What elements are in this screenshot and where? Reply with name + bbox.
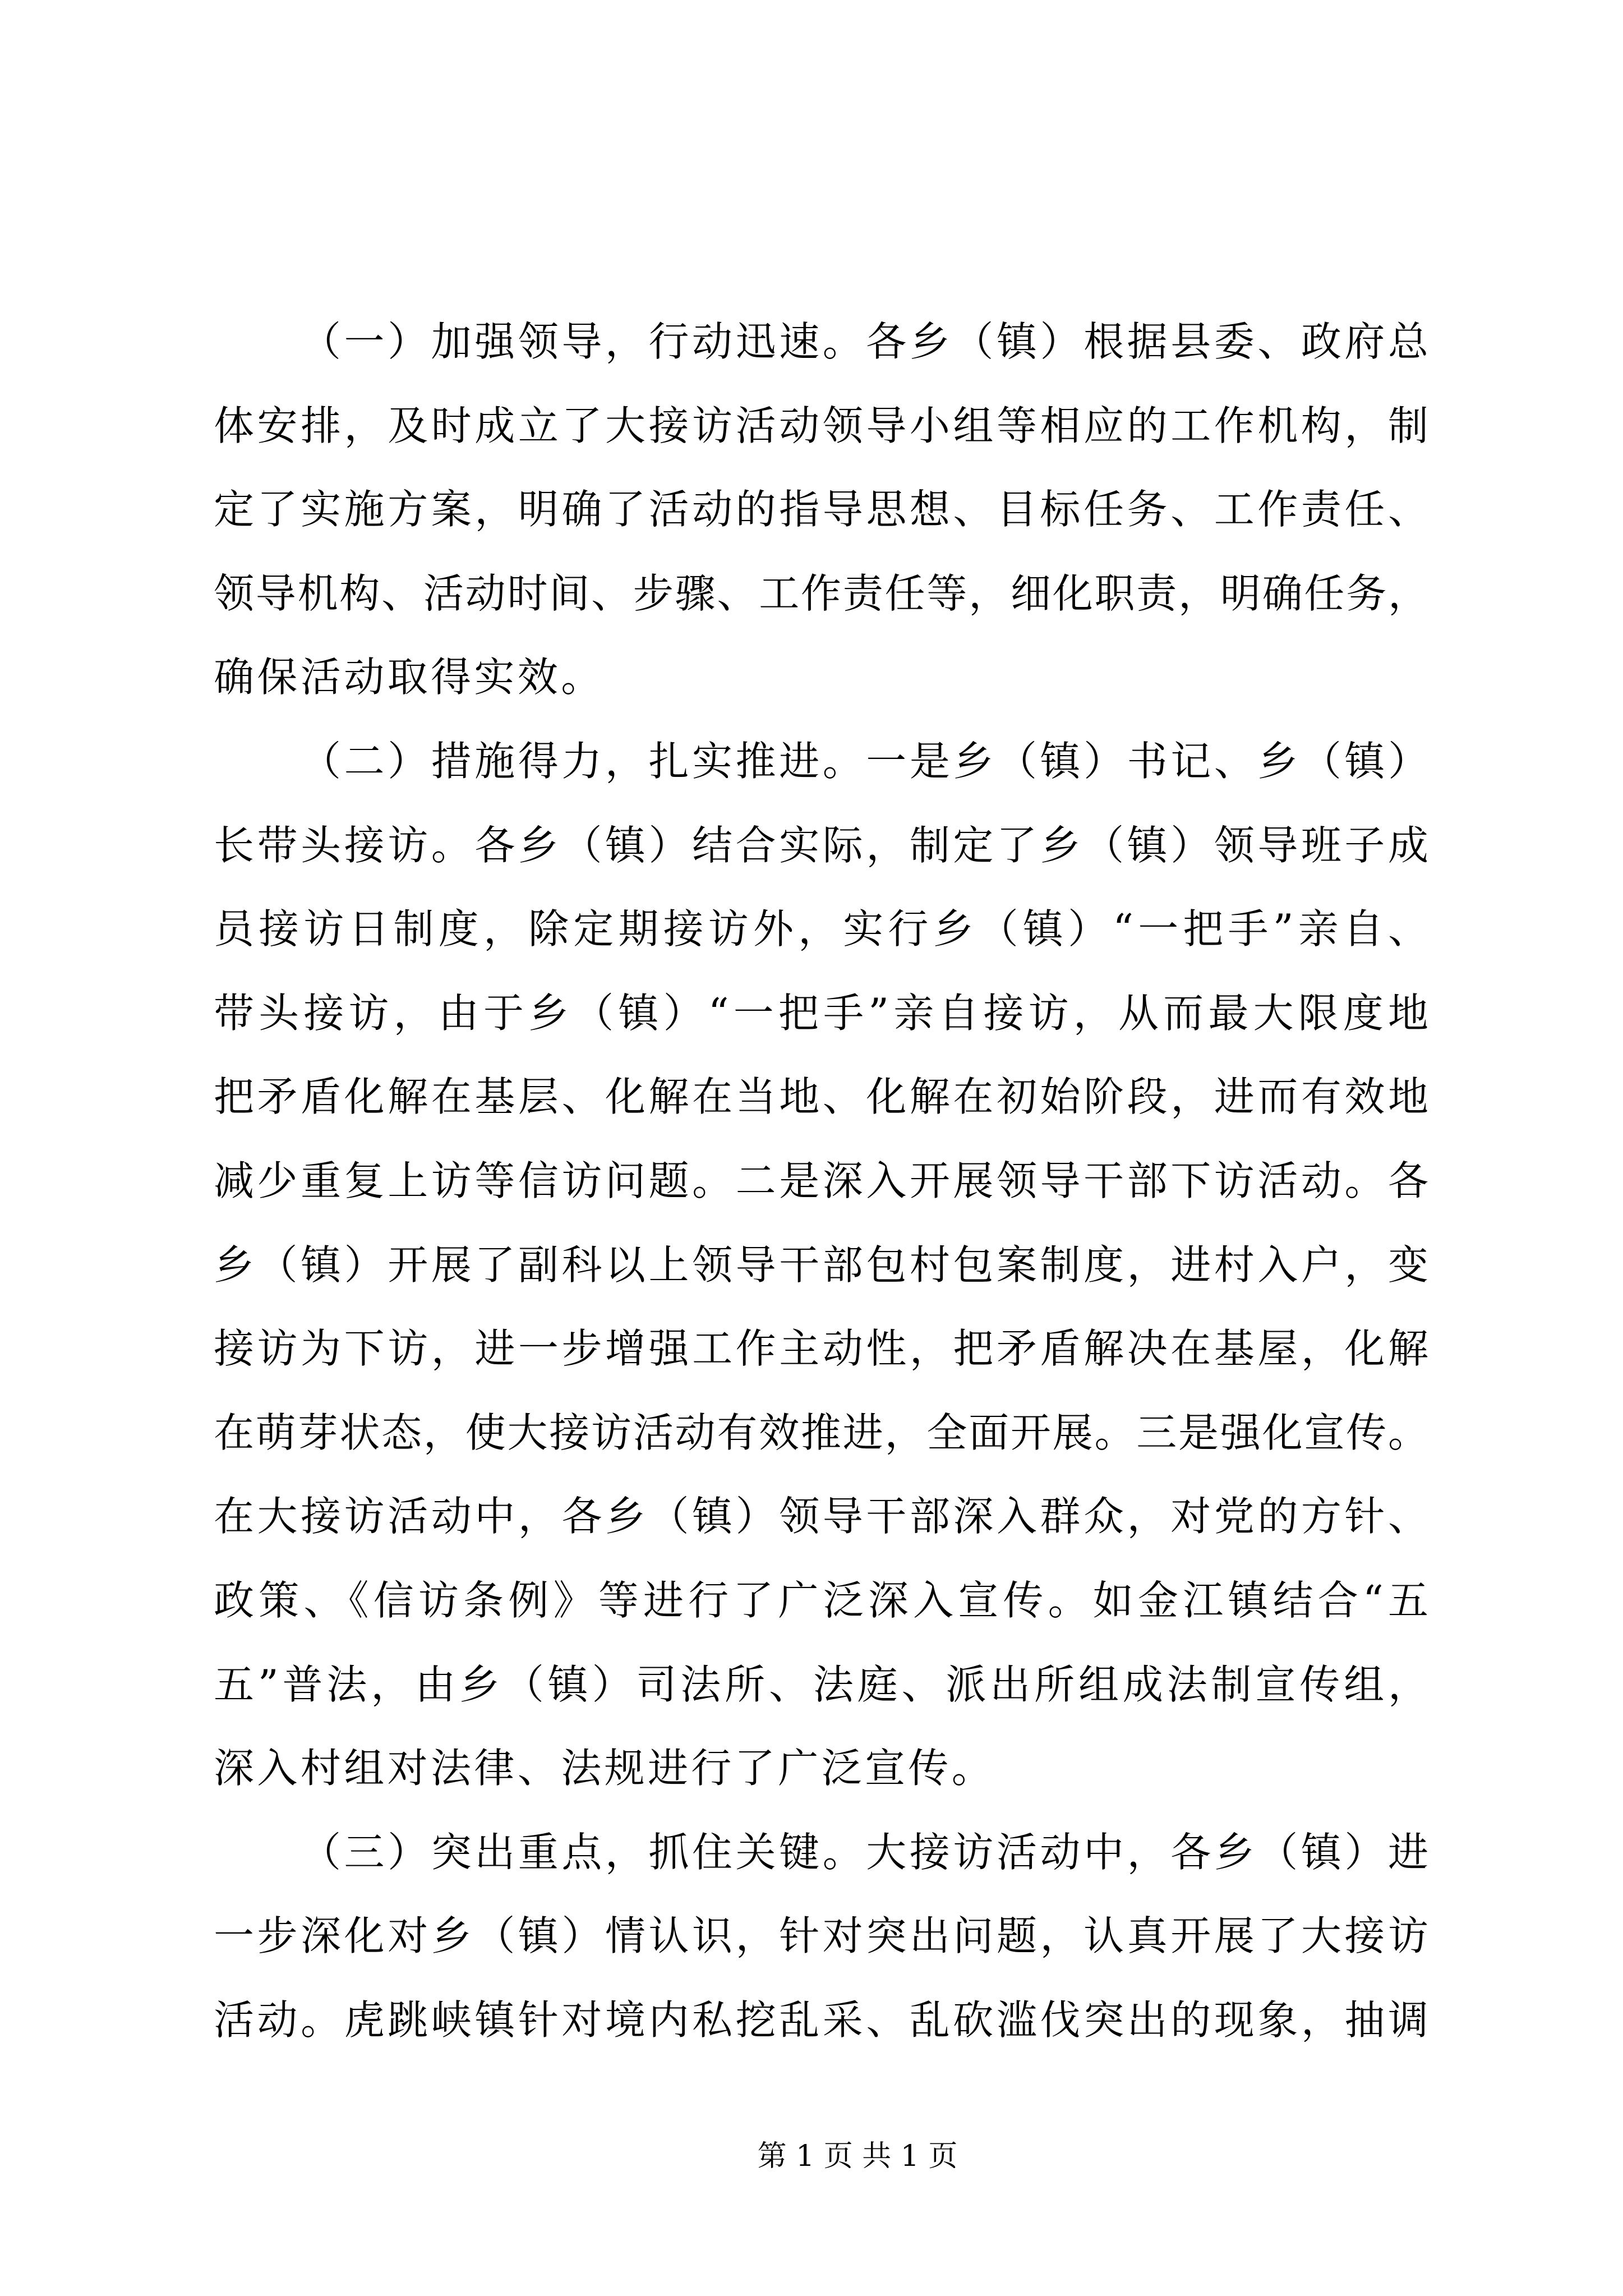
text-line: 定了实施方案，明确了活动的指导思想、目标任务、工作责任、 — [214, 486, 1428, 533]
text-line: 确保活动取得实效。 — [214, 654, 605, 701]
text-line: （三）突出重点，抓住关键。大接访活动中，各乡（镇）进 — [301, 1828, 1428, 1876]
text-line: （一）加强领导，行动迅速。各乡（镇）根据县委、政府总 — [301, 318, 1428, 365]
paragraph-3 — [214, 1811, 1428, 2063]
text-line: 员接访日制度，除定期接访外，实行乡（镇）“一把手”亲自、 — [214, 905, 1428, 953]
text-line: 接访为下访，进一步增强工作主动性，把矛盾解决在基屋，化解 — [214, 1325, 1428, 1373]
text-line: 五”普法，由乡（镇）司法所、法庭、派出所组成法制宣传组， — [214, 1660, 1428, 1708]
text-line: 在萌芽状态，使大接访活动有效推进，全面开展。三是强化宣传。 — [214, 1409, 1428, 1456]
text-line: 政策、《信访条例》等进行了广泛深入宣传。如金江镇结合“五 — [214, 1576, 1428, 1624]
paragraph-1 — [214, 300, 1428, 720]
text-line: 在大接访活动中，各乡（镇）领导干部深入群众，对党的方针、 — [214, 1493, 1428, 1540]
text-line: 一步深化对乡（镇）情认识，针对突出问题，认真开展了大接访 — [214, 1912, 1428, 1960]
text-line: （二）措施得力，扎实推进。一是乡（镇）书记、乡（镇） — [301, 737, 1428, 785]
text-line: 乡（镇）开展了副科以上领导干部包村包案制度，进村入户，变 — [214, 1241, 1428, 1289]
text-line: 领导机构、活动时间、步骤、工作责任等，细化职责，明确任务， — [214, 569, 1428, 617]
text-line: 深入村组对法律、法规进行了广泛宣传。 — [214, 1745, 995, 1792]
text-line: 体安排，及时成立了大接访活动领导小组等相应的工作机构，制 — [214, 402, 1428, 449]
text-line: 减少重复上访等信访问题。二是深入开展领导干部下访活动。各 — [214, 1157, 1428, 1204]
paragraph-2 — [214, 720, 1428, 1811]
text-line: 带头接访，由于乡（镇）“一把手”亲自接访，从而最大限度地 — [214, 989, 1428, 1037]
page-number-label: 第 1 页 共 1 页 — [757, 2139, 958, 2173]
text-line: 活动。虎跳峡镇针对境内私挖乱采、乱砍滥伐突出的现象，抽调 — [214, 1996, 1428, 2044]
text-line: 长带头接访。各乡（镇）结合实际，制定了乡（镇）领导班子成 — [214, 821, 1428, 869]
page-footer — [689, 2134, 1026, 2179]
text-line: 把矛盾化解在基层、化解在当地、化解在初始阶段，进而有效地 — [214, 1073, 1428, 1121]
body-text — [214, 300, 1428, 2062]
